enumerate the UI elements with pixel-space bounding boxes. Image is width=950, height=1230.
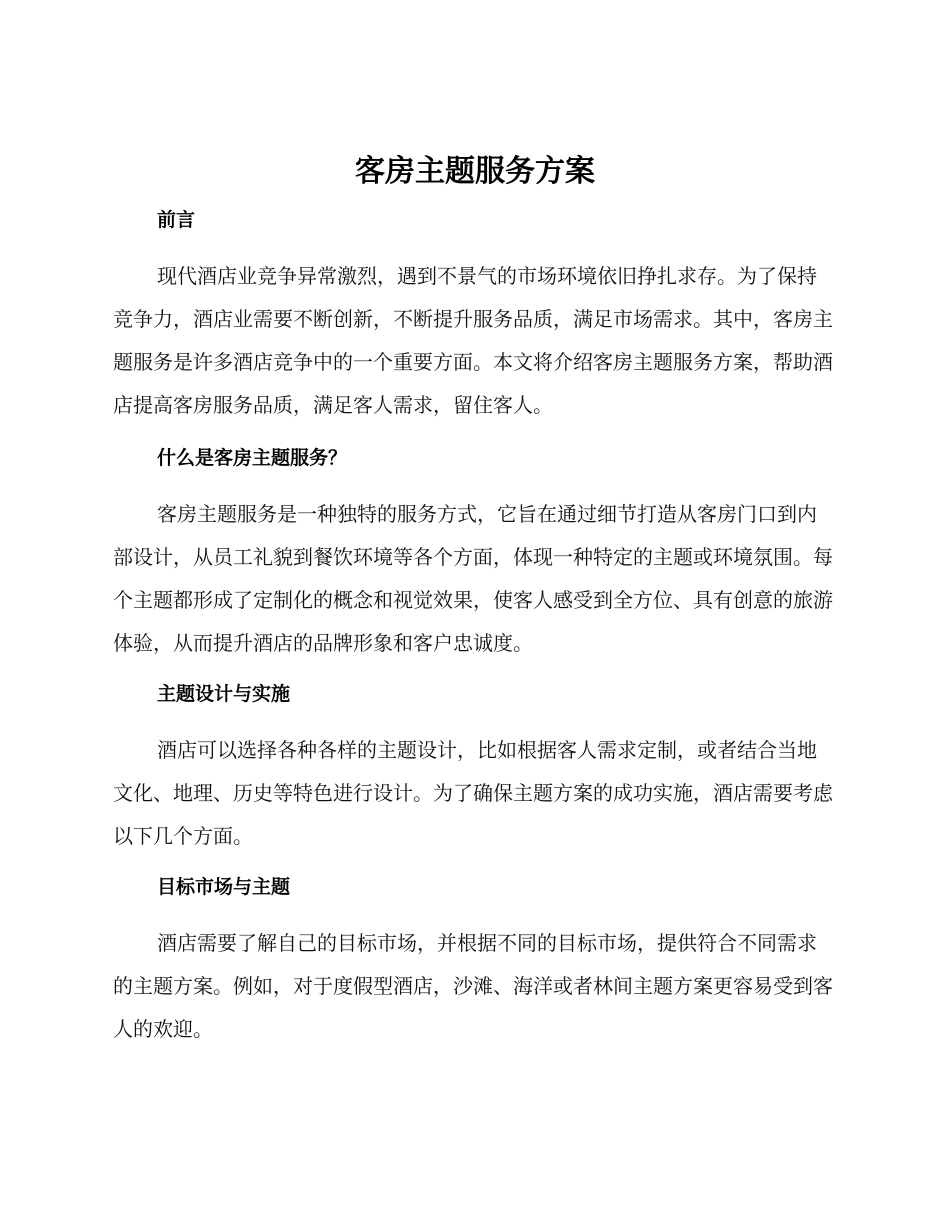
section-paragraph-theme-design: 酒店可以选择各种各样的主题设计，比如根据客人需求定制，或者结合当地文化、地理、历史等特色进行设计。为了确保主题方案的成功实施，酒店需要考虑以下几个方面。 [113,738,833,848]
section-paragraph-what-is-theme-service: 客房主题服务是一种独特的服务方式，它旨在通过细节打造从客房门口到内部设计，从员工礼貌到餐饮环境等各个方面，体现一种特定的主题或环境氛围。每个主题都形成了定制化的概念和视觉效果，使客人感受到全方位、具有创意的旅游体验，从而提升酒店的品牌形象和客户忠诚度。 [113,502,833,655]
section-paragraph-preface: 现代酒店业竞争异常激烈，遇到不景气的市场环境依旧挣扎求存。为了保持竞争力，酒店业需要不断创新，不断提升服务品质，满足市场需求。其中，客房主题服务是许多酒店竞争中的一个重要方面。本文将介绍客房主题服务方案，帮助酒店提高客房服务品质，满足客人需求，留住客人。 [113,264,833,417]
section-heading-what-is-theme-service: 什么是客房主题服务？ [157,447,348,469]
section-paragraph-target-market: 酒店需要了解自己的目标市场，并根据不同的目标市场，提供符合不同需求的主题方案。例如，对于度假型酒店，沙滩、海洋或者林间主题方案更容易受到客人的欢迎。 [113,931,833,1041]
document-title: 客房主题服务方案 [355,154,595,189]
section-heading-theme-design: 主题设计与实施 [157,683,291,705]
section-heading-preface: 前言 [157,209,196,231]
section-heading-target-market: 目标市场与主题 [157,876,291,898]
